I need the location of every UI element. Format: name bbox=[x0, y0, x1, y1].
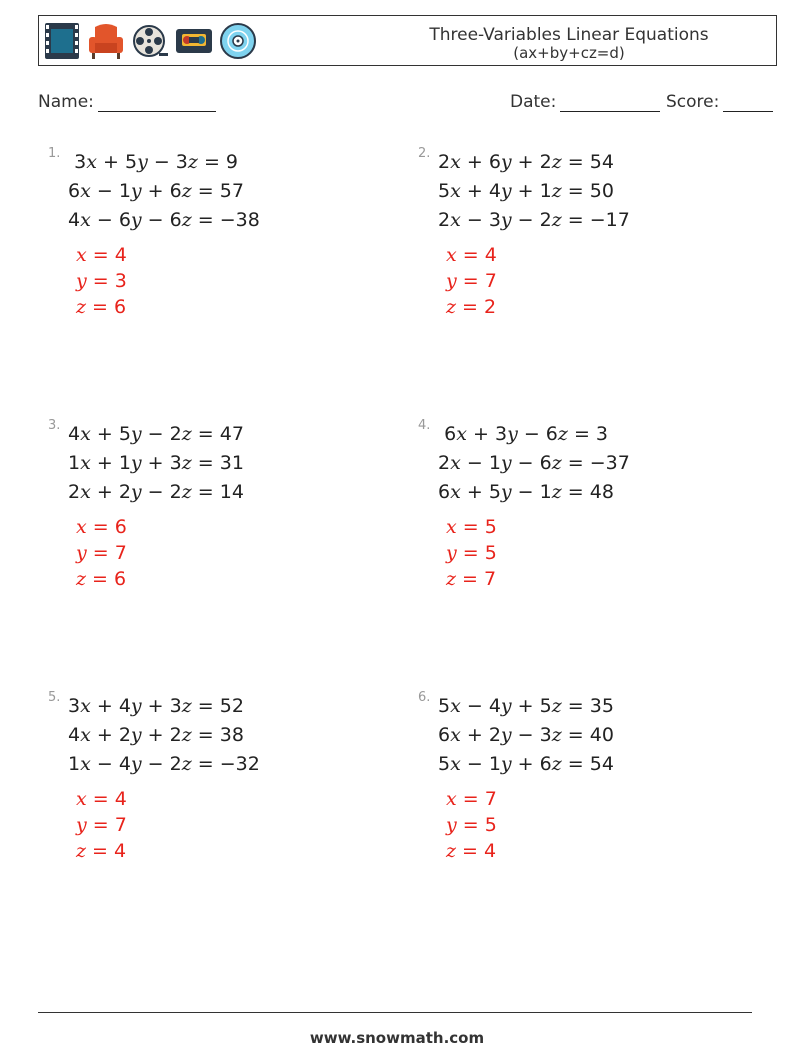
equation bbox=[438, 449, 630, 478]
answer-value: = 6 bbox=[86, 516, 127, 538]
coef-c: 3 bbox=[175, 151, 188, 173]
operator: + bbox=[460, 481, 489, 503]
right-hand-side: = −38 bbox=[191, 209, 260, 231]
answer-key bbox=[446, 242, 497, 320]
name-field bbox=[38, 92, 216, 112]
title-block bbox=[369, 26, 769, 62]
coef-b: 1 bbox=[118, 452, 131, 474]
coef-b: 1 bbox=[488, 753, 501, 775]
operator: − bbox=[141, 753, 170, 775]
var-y: y bbox=[130, 753, 142, 775]
var-x: x bbox=[80, 753, 91, 775]
equation bbox=[438, 692, 614, 721]
equation bbox=[438, 750, 614, 779]
answer-value: = 7 bbox=[456, 270, 497, 292]
right-hand-side: = 14 bbox=[191, 481, 244, 503]
coef-a: 6 bbox=[438, 724, 451, 746]
answer-z bbox=[76, 566, 127, 592]
operator: − bbox=[511, 452, 540, 474]
var-x: x bbox=[80, 180, 91, 202]
film-reel-icon bbox=[131, 21, 169, 61]
coef-b: 3 bbox=[488, 209, 501, 231]
right-hand-side: = 9 bbox=[197, 151, 238, 173]
answer-x bbox=[76, 514, 127, 540]
operator: − bbox=[511, 724, 540, 746]
problem-1 bbox=[48, 146, 388, 366]
coef-a: 4 bbox=[68, 724, 81, 746]
answer-value: = 4 bbox=[86, 840, 127, 862]
equation bbox=[438, 148, 614, 177]
equation-system bbox=[68, 420, 244, 507]
coef-c: 2 bbox=[169, 724, 182, 746]
date-label: Date: bbox=[510, 92, 557, 112]
coef-a: 5 bbox=[438, 753, 451, 775]
coef-c: 2 bbox=[169, 423, 182, 445]
equation bbox=[438, 721, 614, 750]
equation bbox=[438, 206, 630, 235]
answer-value: = 7 bbox=[456, 568, 497, 590]
answer-variable: y bbox=[446, 814, 457, 836]
operator: − bbox=[460, 452, 489, 474]
problem-number: 4. bbox=[418, 418, 431, 433]
equation-system bbox=[68, 692, 260, 779]
answer-y bbox=[76, 268, 127, 294]
coef-b: 6 bbox=[118, 209, 131, 231]
coef-a: 4 bbox=[68, 209, 81, 231]
answer-z bbox=[76, 838, 127, 864]
problem-6 bbox=[418, 690, 758, 910]
coef-b: 1 bbox=[118, 180, 131, 202]
operator: − bbox=[90, 180, 119, 202]
answer-value: = 6 bbox=[86, 296, 127, 318]
answer-variable: z bbox=[76, 568, 87, 590]
coef-b: 5 bbox=[118, 423, 131, 445]
answer-variable: y bbox=[76, 814, 87, 836]
answer-x bbox=[76, 786, 127, 812]
operator: + bbox=[141, 724, 170, 746]
answer-variable: x bbox=[76, 788, 87, 810]
coef-a: 3 bbox=[68, 695, 81, 717]
coef-b: 5 bbox=[488, 481, 501, 503]
worksheet-subtitle: (ax+by+cz=d) bbox=[513, 44, 625, 62]
answer-value: = 5 bbox=[456, 516, 497, 538]
var-y: y bbox=[130, 423, 142, 445]
var-x: x bbox=[456, 423, 467, 445]
right-hand-side: = 40 bbox=[561, 724, 614, 746]
var-y: y bbox=[500, 481, 512, 503]
operator: + bbox=[511, 180, 540, 202]
var-z: z bbox=[551, 695, 562, 717]
var-x: x bbox=[450, 695, 461, 717]
var-y: y bbox=[500, 753, 512, 775]
coef-a: 6 bbox=[444, 423, 457, 445]
var-x: x bbox=[450, 724, 461, 746]
answer-x bbox=[76, 242, 127, 268]
var-y: y bbox=[130, 452, 142, 474]
answer-value: = 6 bbox=[86, 568, 127, 590]
problem-number: 3. bbox=[48, 418, 61, 433]
name-blank[interactable] bbox=[98, 93, 216, 112]
coef-c: 6 bbox=[539, 753, 552, 775]
operator: − bbox=[511, 209, 540, 231]
answer-value: = 2 bbox=[456, 296, 497, 318]
var-z: z bbox=[551, 452, 562, 474]
operator: + bbox=[141, 180, 170, 202]
equation bbox=[68, 721, 244, 750]
answer-variable: y bbox=[76, 542, 87, 564]
answer-variable: z bbox=[76, 296, 87, 318]
var-z: z bbox=[181, 724, 192, 746]
var-y: y bbox=[500, 452, 512, 474]
equation-system bbox=[438, 148, 630, 235]
var-y: y bbox=[130, 180, 142, 202]
var-x: x bbox=[80, 695, 91, 717]
operator: + bbox=[466, 423, 495, 445]
answer-variable: y bbox=[446, 542, 457, 564]
operator: + bbox=[460, 180, 489, 202]
coef-b: 1 bbox=[488, 452, 501, 474]
answer-variable: x bbox=[76, 516, 87, 538]
var-y: y bbox=[137, 151, 148, 173]
video-cassette-icon bbox=[175, 21, 213, 61]
operator: + bbox=[90, 724, 119, 746]
coef-a: 4 bbox=[68, 423, 81, 445]
answer-value: = 4 bbox=[456, 840, 497, 862]
operator: + bbox=[90, 452, 119, 474]
problem-number: 6. bbox=[418, 690, 431, 705]
var-z: z bbox=[181, 695, 192, 717]
coef-c: 3 bbox=[539, 724, 552, 746]
coef-c: 1 bbox=[539, 481, 552, 503]
var-z: z bbox=[551, 724, 562, 746]
coef-b: 2 bbox=[118, 724, 131, 746]
answer-variable: z bbox=[446, 840, 457, 862]
coef-a: 6 bbox=[438, 481, 451, 503]
coef-b: 3 bbox=[494, 423, 508, 445]
answer-variable: x bbox=[446, 788, 457, 810]
var-z: z bbox=[181, 180, 192, 202]
coef-a: 5 bbox=[438, 180, 451, 202]
coef-a: 2 bbox=[68, 481, 81, 503]
var-z: z bbox=[551, 209, 562, 231]
problem-2 bbox=[418, 146, 758, 366]
var-z: z bbox=[551, 151, 562, 173]
var-x: x bbox=[80, 452, 91, 474]
equation-system bbox=[438, 420, 630, 507]
answer-value: = 5 bbox=[456, 814, 497, 836]
right-hand-side: = 57 bbox=[191, 180, 244, 202]
equation bbox=[68, 420, 244, 449]
answer-variable: y bbox=[76, 270, 87, 292]
coef-c: 2 bbox=[169, 753, 182, 775]
problem-number: 2. bbox=[418, 146, 431, 161]
operator: − bbox=[517, 423, 546, 445]
operator: + bbox=[141, 452, 170, 474]
equation bbox=[68, 478, 244, 507]
operator: + bbox=[460, 151, 489, 173]
var-x: x bbox=[80, 209, 91, 231]
operator: − bbox=[147, 151, 176, 173]
var-y: y bbox=[130, 481, 142, 503]
answer-y bbox=[76, 812, 127, 838]
score-blank[interactable] bbox=[723, 93, 773, 112]
var-y: y bbox=[130, 724, 142, 746]
answer-key bbox=[76, 242, 127, 320]
coef-a: 1 bbox=[68, 452, 81, 474]
right-hand-side: = 31 bbox=[191, 452, 244, 474]
coef-a: 2 bbox=[438, 151, 451, 173]
operator: + bbox=[90, 423, 119, 445]
operator: − bbox=[141, 209, 170, 231]
equation bbox=[438, 420, 608, 449]
answer-key bbox=[446, 514, 497, 592]
operator: − bbox=[90, 209, 119, 231]
coef-c: 6 bbox=[169, 180, 182, 202]
coef-b: 2 bbox=[118, 481, 131, 503]
var-x: x bbox=[450, 180, 461, 202]
right-hand-side: = 38 bbox=[191, 724, 244, 746]
operator: + bbox=[90, 481, 119, 503]
coef-c: 3 bbox=[169, 695, 182, 717]
problem-number: 1. bbox=[48, 146, 61, 161]
problem-3 bbox=[48, 418, 388, 638]
answer-variable: x bbox=[446, 244, 457, 266]
answer-x bbox=[446, 242, 497, 268]
answer-key bbox=[76, 786, 127, 864]
coef-b: 4 bbox=[118, 753, 131, 775]
var-z: z bbox=[551, 180, 562, 202]
date-field bbox=[510, 92, 660, 112]
var-y: y bbox=[130, 209, 142, 231]
coef-c: 1 bbox=[539, 180, 552, 202]
equation bbox=[68, 692, 244, 721]
worksheet-title: Three-Variables Linear Equations bbox=[429, 25, 709, 45]
answer-variable: z bbox=[446, 296, 457, 318]
answer-value: = 7 bbox=[456, 788, 497, 810]
operator: − bbox=[460, 209, 489, 231]
answer-value: = 7 bbox=[86, 542, 127, 564]
coef-c: 6 bbox=[545, 423, 558, 445]
footer-url: www.snowmath.com bbox=[309, 1029, 485, 1047]
coef-a: 2 bbox=[438, 452, 451, 474]
coef-a: 1 bbox=[68, 753, 81, 775]
answer-key bbox=[446, 786, 497, 864]
score-field bbox=[666, 92, 773, 112]
answer-y bbox=[76, 540, 127, 566]
var-z: z bbox=[557, 423, 568, 445]
var-y: y bbox=[507, 423, 518, 445]
equation-system bbox=[68, 148, 260, 235]
operator: + bbox=[96, 151, 125, 173]
var-x: x bbox=[450, 481, 461, 503]
right-hand-side: = −32 bbox=[191, 753, 260, 775]
right-hand-side: = 48 bbox=[561, 481, 614, 503]
equation bbox=[68, 449, 244, 478]
coef-c: 3 bbox=[169, 452, 182, 474]
footer-divider bbox=[38, 1012, 752, 1013]
answer-x bbox=[446, 514, 497, 540]
var-y: y bbox=[500, 180, 512, 202]
answer-z bbox=[446, 566, 497, 592]
score-label: Score: bbox=[666, 92, 720, 112]
answer-key bbox=[76, 514, 127, 592]
operator: − bbox=[460, 695, 489, 717]
var-z: z bbox=[181, 481, 192, 503]
coef-c: 5 bbox=[539, 695, 552, 717]
coef-a: 5 bbox=[438, 695, 451, 717]
equation bbox=[68, 750, 260, 779]
var-z: z bbox=[181, 452, 192, 474]
var-y: y bbox=[500, 695, 512, 717]
operator: − bbox=[460, 753, 489, 775]
operator: − bbox=[511, 481, 540, 503]
coef-c: 2 bbox=[539, 209, 552, 231]
coef-c: 2 bbox=[169, 481, 182, 503]
coef-c: 6 bbox=[539, 452, 552, 474]
var-y: y bbox=[500, 724, 512, 746]
var-x: x bbox=[450, 151, 461, 173]
right-hand-side: = 54 bbox=[561, 151, 614, 173]
equation bbox=[68, 206, 260, 235]
name-label: Name: bbox=[38, 92, 94, 112]
answer-variable: x bbox=[76, 244, 87, 266]
operator: − bbox=[141, 423, 170, 445]
right-hand-side: = 52 bbox=[191, 695, 244, 717]
coef-a: 2 bbox=[438, 209, 451, 231]
coef-b: 6 bbox=[488, 151, 501, 173]
equation bbox=[438, 177, 614, 206]
answer-z bbox=[76, 294, 127, 320]
var-y: y bbox=[500, 151, 512, 173]
coef-b: 5 bbox=[124, 151, 138, 173]
operator: + bbox=[511, 151, 540, 173]
answer-value: = 5 bbox=[456, 542, 497, 564]
equation-system bbox=[438, 692, 614, 779]
var-x: x bbox=[80, 423, 91, 445]
date-blank[interactable] bbox=[560, 93, 660, 112]
operator: − bbox=[90, 753, 119, 775]
var-y: y bbox=[500, 209, 512, 231]
answer-y bbox=[446, 268, 497, 294]
answer-z bbox=[446, 294, 497, 320]
coef-b: 4 bbox=[488, 180, 501, 202]
coef-b: 4 bbox=[488, 695, 501, 717]
var-x: x bbox=[86, 151, 97, 173]
var-z: z bbox=[181, 753, 192, 775]
coef-a: 3 bbox=[74, 151, 87, 173]
answer-value: = 4 bbox=[86, 788, 127, 810]
var-x: x bbox=[80, 481, 91, 503]
equation bbox=[438, 478, 614, 507]
var-x: x bbox=[80, 724, 91, 746]
answer-z bbox=[446, 838, 497, 864]
coef-b: 4 bbox=[118, 695, 131, 717]
var-x: x bbox=[450, 452, 461, 474]
problem-number: 5. bbox=[48, 690, 61, 705]
right-hand-side: = −37 bbox=[561, 452, 630, 474]
right-hand-side: = 50 bbox=[561, 180, 614, 202]
right-hand-side: = −17 bbox=[561, 209, 630, 231]
operator: + bbox=[90, 695, 119, 717]
operator: + bbox=[460, 724, 489, 746]
operator: + bbox=[511, 695, 540, 717]
var-y: y bbox=[130, 695, 142, 717]
answer-value: = 4 bbox=[86, 244, 127, 266]
right-hand-side: = 35 bbox=[561, 695, 614, 717]
coef-b: 2 bbox=[488, 724, 501, 746]
var-x: x bbox=[450, 753, 461, 775]
var-x: x bbox=[450, 209, 461, 231]
worksheet-header bbox=[38, 15, 777, 66]
operator: − bbox=[141, 481, 170, 503]
right-hand-side: = 47 bbox=[191, 423, 244, 445]
answer-variable: x bbox=[446, 516, 457, 538]
answer-variable: y bbox=[446, 270, 457, 292]
equation bbox=[68, 148, 238, 177]
coef-c: 2 bbox=[539, 151, 552, 173]
operator: + bbox=[511, 753, 540, 775]
problem-4 bbox=[418, 418, 758, 638]
right-hand-side: = 54 bbox=[561, 753, 614, 775]
var-z: z bbox=[551, 481, 562, 503]
var-z: z bbox=[551, 753, 562, 775]
var-z: z bbox=[187, 151, 198, 173]
operator: + bbox=[141, 695, 170, 717]
equation bbox=[68, 177, 244, 206]
answer-variable: z bbox=[446, 568, 457, 590]
answer-variable: z bbox=[76, 840, 87, 862]
header-icons bbox=[43, 20, 257, 62]
answer-value: = 7 bbox=[86, 814, 127, 836]
answer-value: = 3 bbox=[86, 270, 127, 292]
right-hand-side: = 3 bbox=[567, 423, 608, 445]
armchair-icon bbox=[87, 21, 125, 61]
coef-a: 6 bbox=[68, 180, 81, 202]
answer-value: = 4 bbox=[456, 244, 497, 266]
coef-c: 6 bbox=[169, 209, 182, 231]
answer-y bbox=[446, 540, 497, 566]
var-z: z bbox=[181, 209, 192, 231]
var-z: z bbox=[181, 423, 192, 445]
film-strip-icon bbox=[43, 21, 81, 61]
problem-5 bbox=[48, 690, 388, 910]
answer-y bbox=[446, 812, 497, 838]
answer-x bbox=[446, 786, 497, 812]
cd-disc-icon bbox=[219, 21, 257, 61]
